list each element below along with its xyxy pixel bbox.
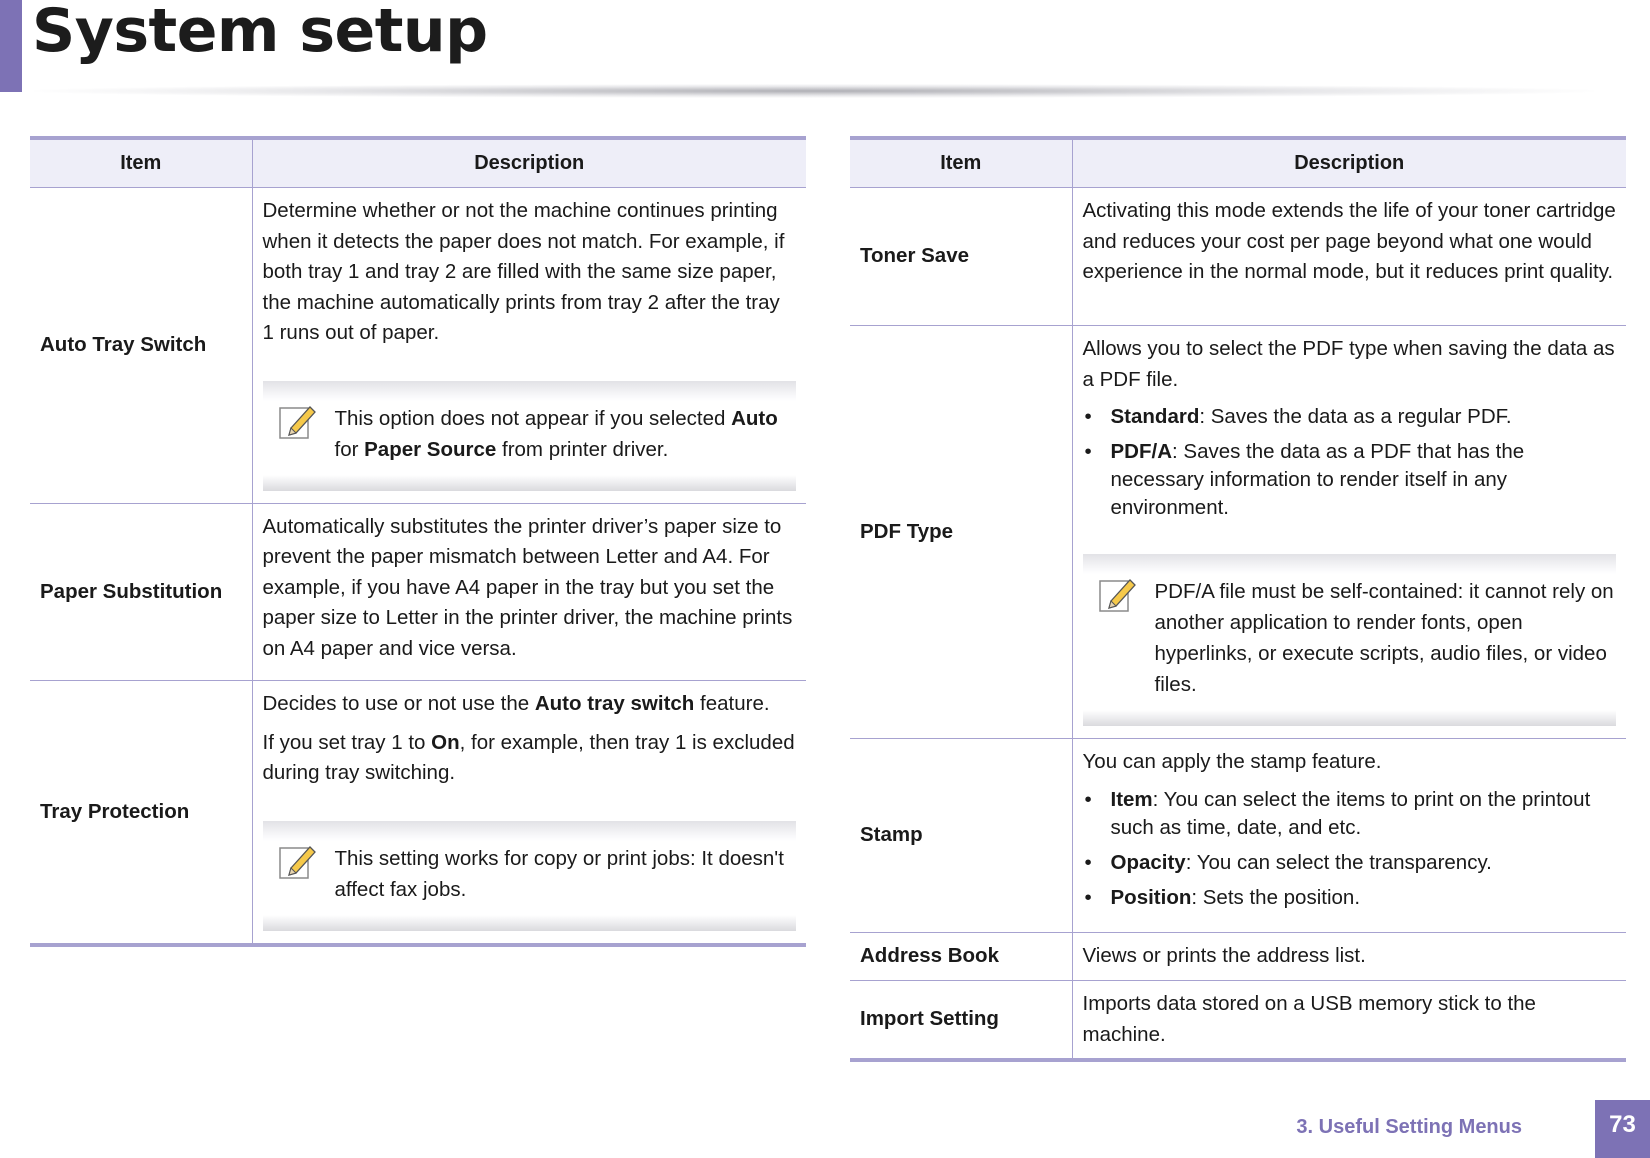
table-row-address-book — [850, 933, 1626, 981]
description-text: Determine whether or not the machine continues printing when it detects the paper does not match. For example, if both tray 1 and tray 2 are filled with the same size paper, the machine automatically prints from tray 2 after the tray 1 runs out of paper. — [262, 199, 785, 344]
item-name: Import Setting — [850, 981, 1072, 1061]
item-name: PDF Type — [850, 326, 1072, 739]
table-row-toner-save — [850, 188, 1626, 326]
note-pencil-icon — [277, 401, 317, 441]
item-description — [1072, 981, 1626, 1061]
left-settings-table — [30, 136, 806, 947]
page-number: 73 — [1595, 1100, 1650, 1158]
item-description — [252, 503, 806, 681]
item-name: Address Book — [850, 933, 1072, 981]
item-description — [1072, 739, 1626, 933]
table-row-paper-substitution — [30, 503, 806, 681]
description-text: Decides to use or not use the Auto tray switch feature. — [262, 692, 770, 715]
title-divider — [34, 84, 1594, 98]
description-text: Allows you to select the PDF type when saving the data as a PDF file. — [1082, 337, 1615, 391]
header-accent-bar — [0, 0, 22, 92]
description-text: Automatically substitutes the printer driver’s paper size to prevent the paper mismatch between Letter and A4. For example, if you have A4 paper in the tray but you set the paper size to Letter in the printer driver, the machine prints on A4 paper and vice versa. — [262, 514, 793, 660]
item-name: Tray Protection — [30, 681, 252, 945]
column-header-item: Item — [850, 138, 1072, 188]
column-header-item: Item — [30, 138, 252, 188]
table-row-import-setting — [850, 981, 1626, 1061]
table-header-row — [30, 138, 806, 188]
table-header-row — [850, 138, 1626, 188]
description-text: You can apply the stamp feature. — [1082, 750, 1382, 773]
table-row-auto-tray-switch — [30, 188, 806, 504]
note-text: This setting works for copy or print jobs: It doesn't affect fax jobs. — [334, 846, 784, 901]
option-list — [1083, 403, 1617, 522]
note-box — [263, 381, 797, 491]
item-description — [1072, 933, 1626, 981]
item-description — [1072, 188, 1626, 326]
page-title: System setup — [32, 0, 488, 66]
column-header-description: Description — [252, 138, 806, 188]
table-row-pdf-type — [850, 326, 1626, 739]
item-description — [1072, 326, 1626, 739]
list-item: • Position: Sets the position. — [1083, 884, 1617, 912]
footer-chapter-label: 3. Useful Setting Menus — [1296, 1116, 1522, 1138]
list-item: • Standard: Saves the data as a regular PDF. — [1083, 403, 1617, 431]
item-description — [252, 188, 806, 504]
note-pencil-icon — [277, 841, 317, 881]
table-row-stamp — [850, 739, 1626, 933]
right-settings-table — [850, 136, 1626, 1062]
item-description — [252, 681, 806, 945]
item-name: Toner Save — [850, 188, 1072, 326]
note-box — [263, 821, 797, 931]
table-row-tray-protection — [30, 681, 806, 945]
note-pencil-icon — [1097, 574, 1137, 614]
list-item: • Opacity: You can select the transparency. — [1083, 849, 1617, 877]
note-box — [1083, 554, 1617, 726]
item-name: Auto Tray Switch — [30, 188, 252, 504]
description-text: Imports data stored on a USB memory stick to the machine. — [1082, 992, 1536, 1046]
note-text: This option does not appear if you selected Auto for Paper Source from printer driver. — [334, 406, 778, 461]
right-settings-table-container — [850, 136, 1626, 1062]
description-text: Views or prints the address list. — [1082, 944, 1366, 968]
item-name: Stamp — [850, 739, 1072, 933]
list-item: • Item: You can select the items to print on the printout such as time, date, and etc. — [1083, 786, 1617, 842]
item-name: Paper Substitution — [30, 503, 252, 681]
left-settings-table-container — [30, 136, 806, 947]
description-text: If you set tray 1 to On, for example, then tray 1 is excluded during tray switching. — [262, 730, 795, 784]
column-header-description: Description — [1072, 138, 1626, 188]
note-text: PDF/A file must be self-contained: it cannot rely on another application to render fonts, open hyperlinks, or execute scripts, audio files, or video files. — [1154, 580, 1614, 696]
list-item: • PDF/A: Saves the data as a PDF that has the necessary information to render itself in any environment. — [1083, 438, 1617, 522]
option-list — [1083, 786, 1617, 912]
description-text: Activating this mode extends the life of your toner cartridge and reduces your cost per page beyond what one would experience in the normal mode, but it reduces print quality. — [1082, 199, 1616, 283]
